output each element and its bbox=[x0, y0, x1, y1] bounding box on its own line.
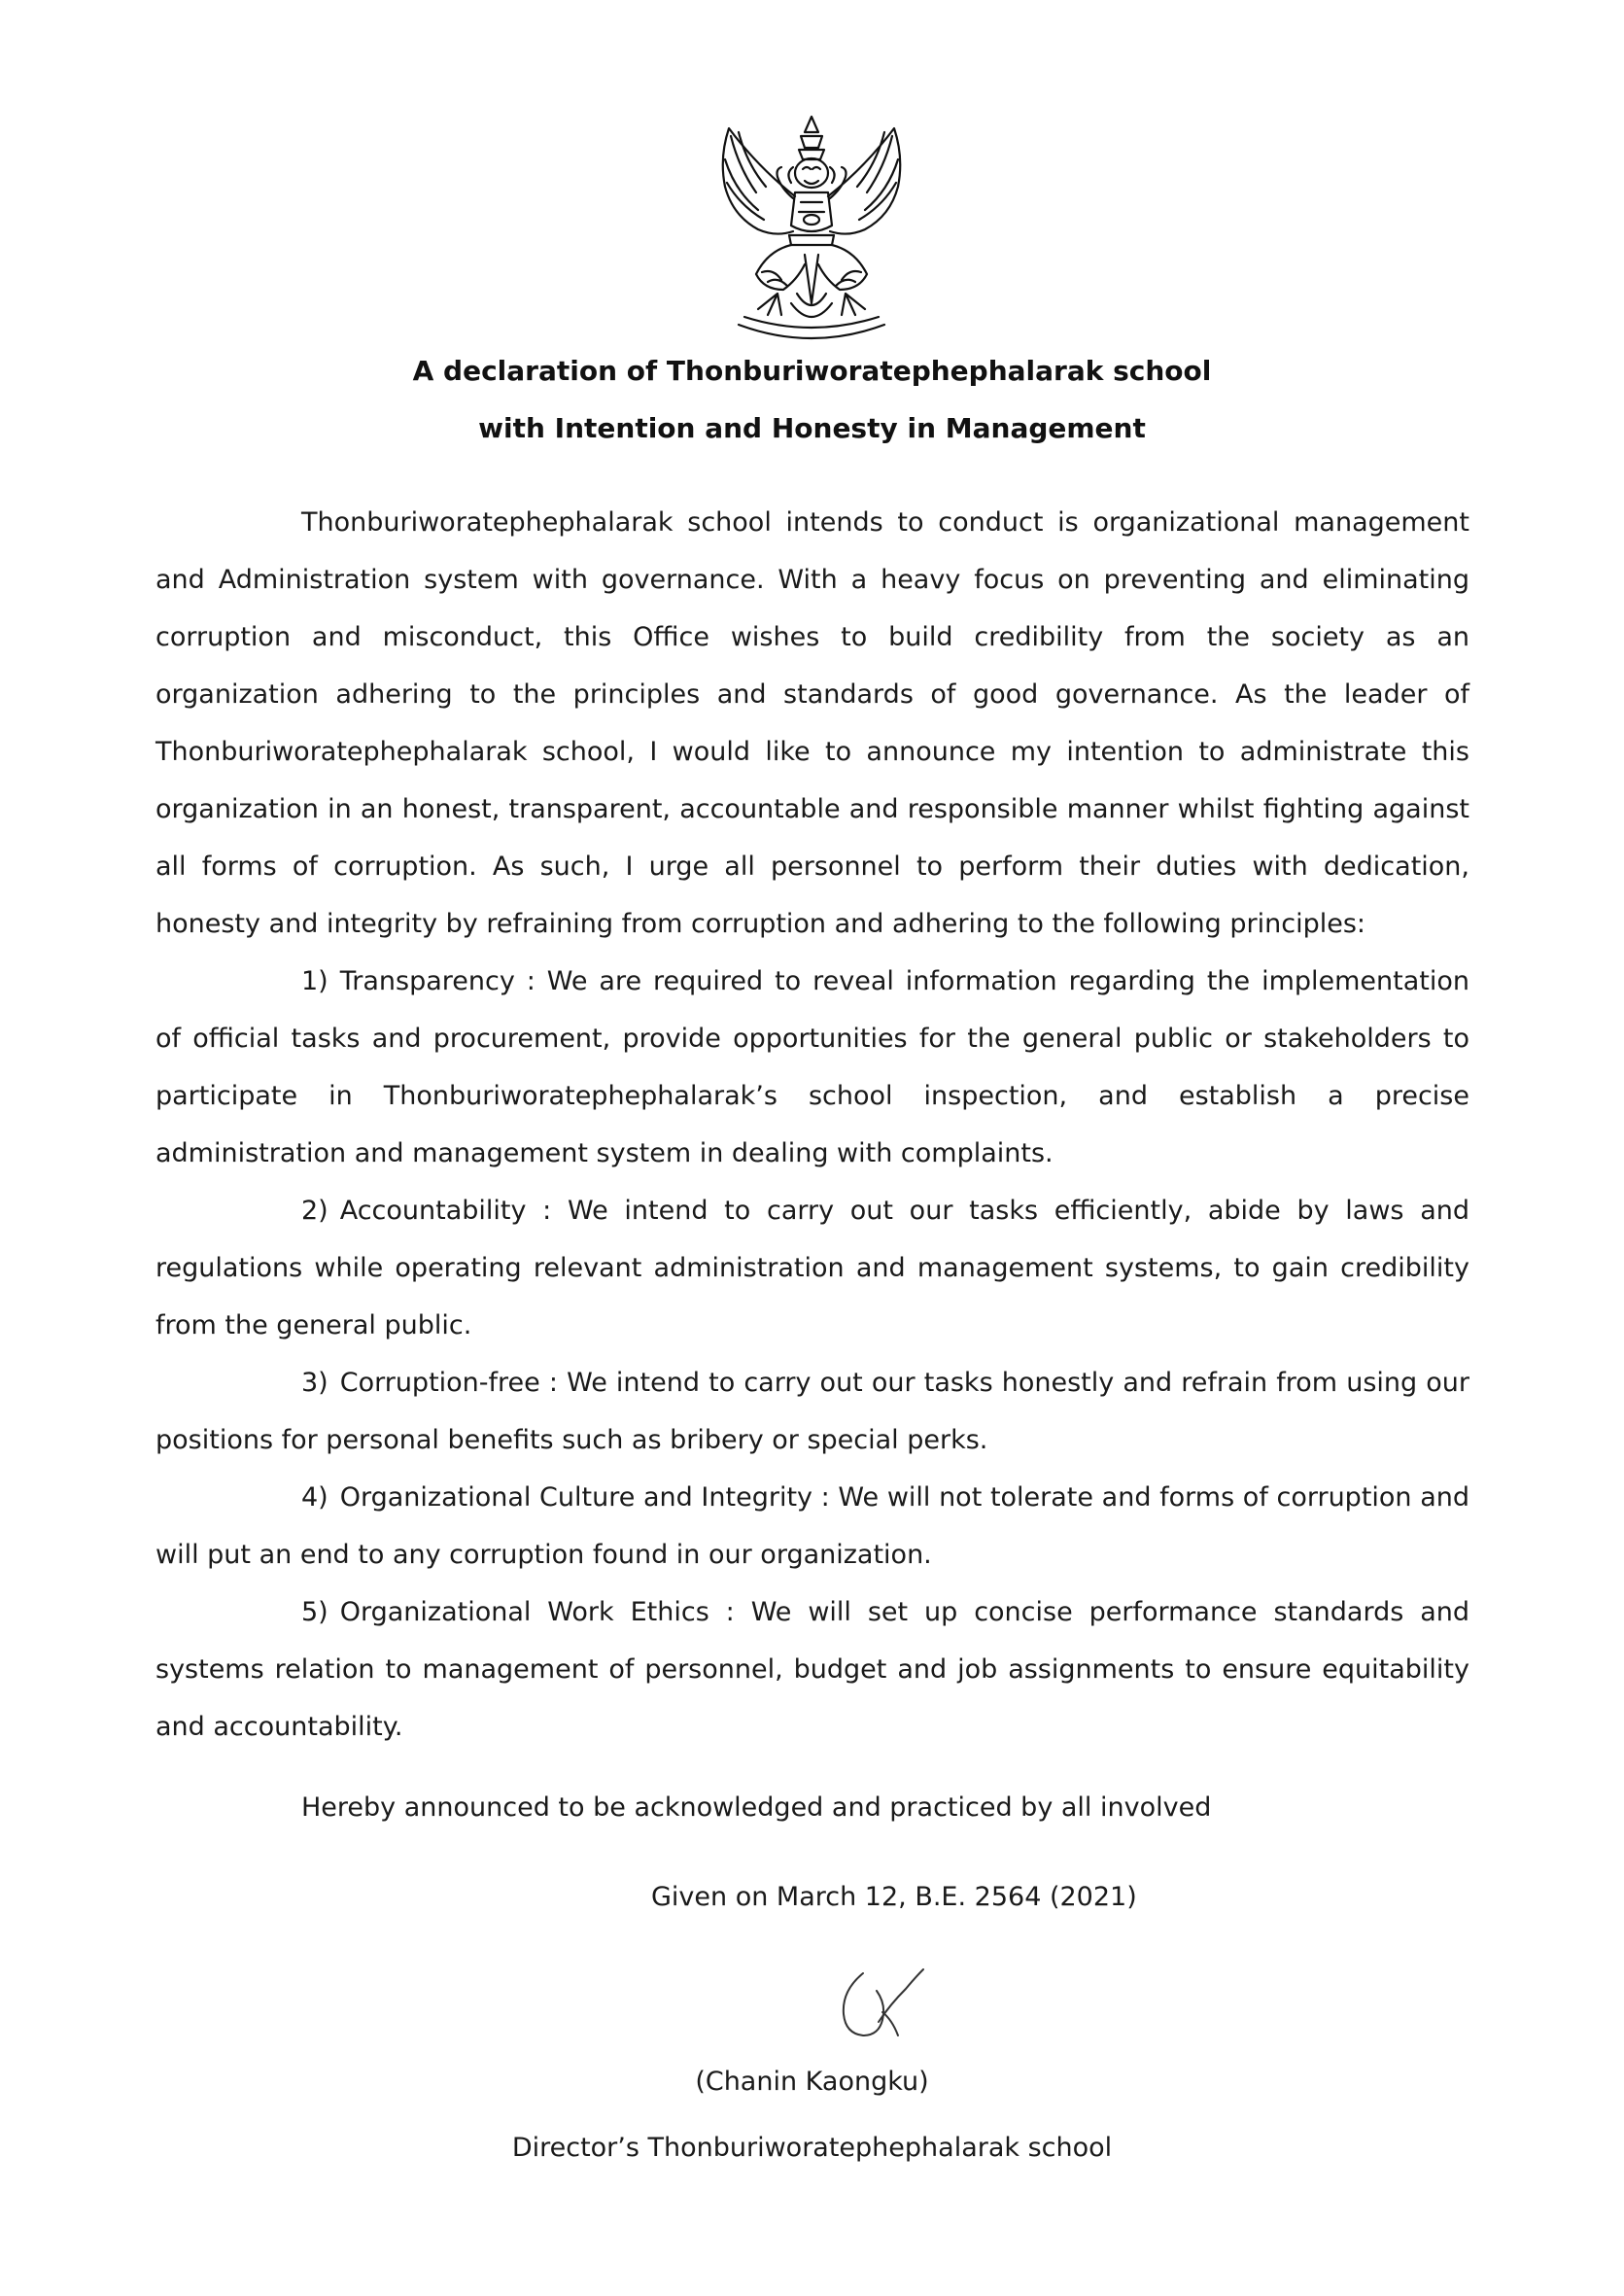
principle-number: 3) bbox=[301, 1368, 328, 1398]
signer-name: (Chanin Kaongku) bbox=[695, 2067, 929, 2097]
closing-statement: Hereby announced to be acknowledged and practiced by all involved bbox=[301, 1792, 1212, 1823]
signature-icon bbox=[834, 1962, 931, 2047]
principle-text: Corruption-free : We intend to carry out our tasks honestly and refrain from using our positions for personal benefits such as bribery or special perks. bbox=[155, 1368, 1469, 1455]
garuda-emblem-icon bbox=[700, 109, 923, 352]
given-date: Given on March 12, B.E. 2564 (2021) bbox=[651, 1882, 1137, 1912]
principle-item bbox=[155, 1354, 1469, 1469]
intro-text: Thonburiworatephephalarak school intends to conduct is organizational management and Administration system with governance. With a heavy focus on preventing and eliminating corruption and misconduct, this Office wishes to build credibility from the society as an organization adhering to the principles and standards of good governance. As the leader of Thonburiworatephephalarak school, I would like to announce my intention to administrate this organization in an honest, transparent, accountable and responsible manner whilst fighting against all forms of corruption. As such, I urge all personnel to perform their duties with dedication, honesty and integrity by refraining from corruption and adhering to the following principles: bbox=[155, 507, 1469, 939]
principle-item bbox=[155, 1469, 1469, 1583]
principle-item bbox=[155, 1583, 1469, 1756]
principle-text: Transparency : We are required to reveal information regarding the implementation of official tasks and procurement, provide opportunities for the general public or stakeholders to participate in Thonburiworatephephalarak’s school inspection, and establish a precise administration and management system in dealing with complaints. bbox=[155, 966, 1469, 1168]
principle-number: 5) bbox=[301, 1597, 328, 1627]
principle-text: Organizational Work Ethics : We will set up concise performance standards and systems relation to management of personnel, budget and job assignments to ensure equitability and accountability. bbox=[155, 1597, 1469, 1742]
principle-number: 2) bbox=[301, 1196, 328, 1226]
principle-number: 4) bbox=[301, 1482, 328, 1513]
intro-paragraph bbox=[155, 494, 1469, 953]
principle-item bbox=[155, 953, 1469, 1182]
principle-text: Organizational Culture and Integrity : We will not tolerate and forms of corruption and will put an end to any corruption found in our organization. bbox=[155, 1482, 1469, 1570]
signer-position: Director’s Thonburiworatephephalarak school bbox=[511, 2133, 1113, 2163]
document-title-line1: A declaration of Thonburiworatephephalarak school bbox=[412, 355, 1212, 387]
principle-text: Accountability : We intend to carry out our tasks efficiently, abide by laws and regulations while operating relevant administration and management systems, to gain credibility from the general public. bbox=[155, 1196, 1469, 1340]
principle-item bbox=[155, 1182, 1469, 1354]
document-title-line2: with Intention and Honesty in Management bbox=[478, 412, 1146, 444]
principle-number: 1) bbox=[301, 966, 328, 996]
